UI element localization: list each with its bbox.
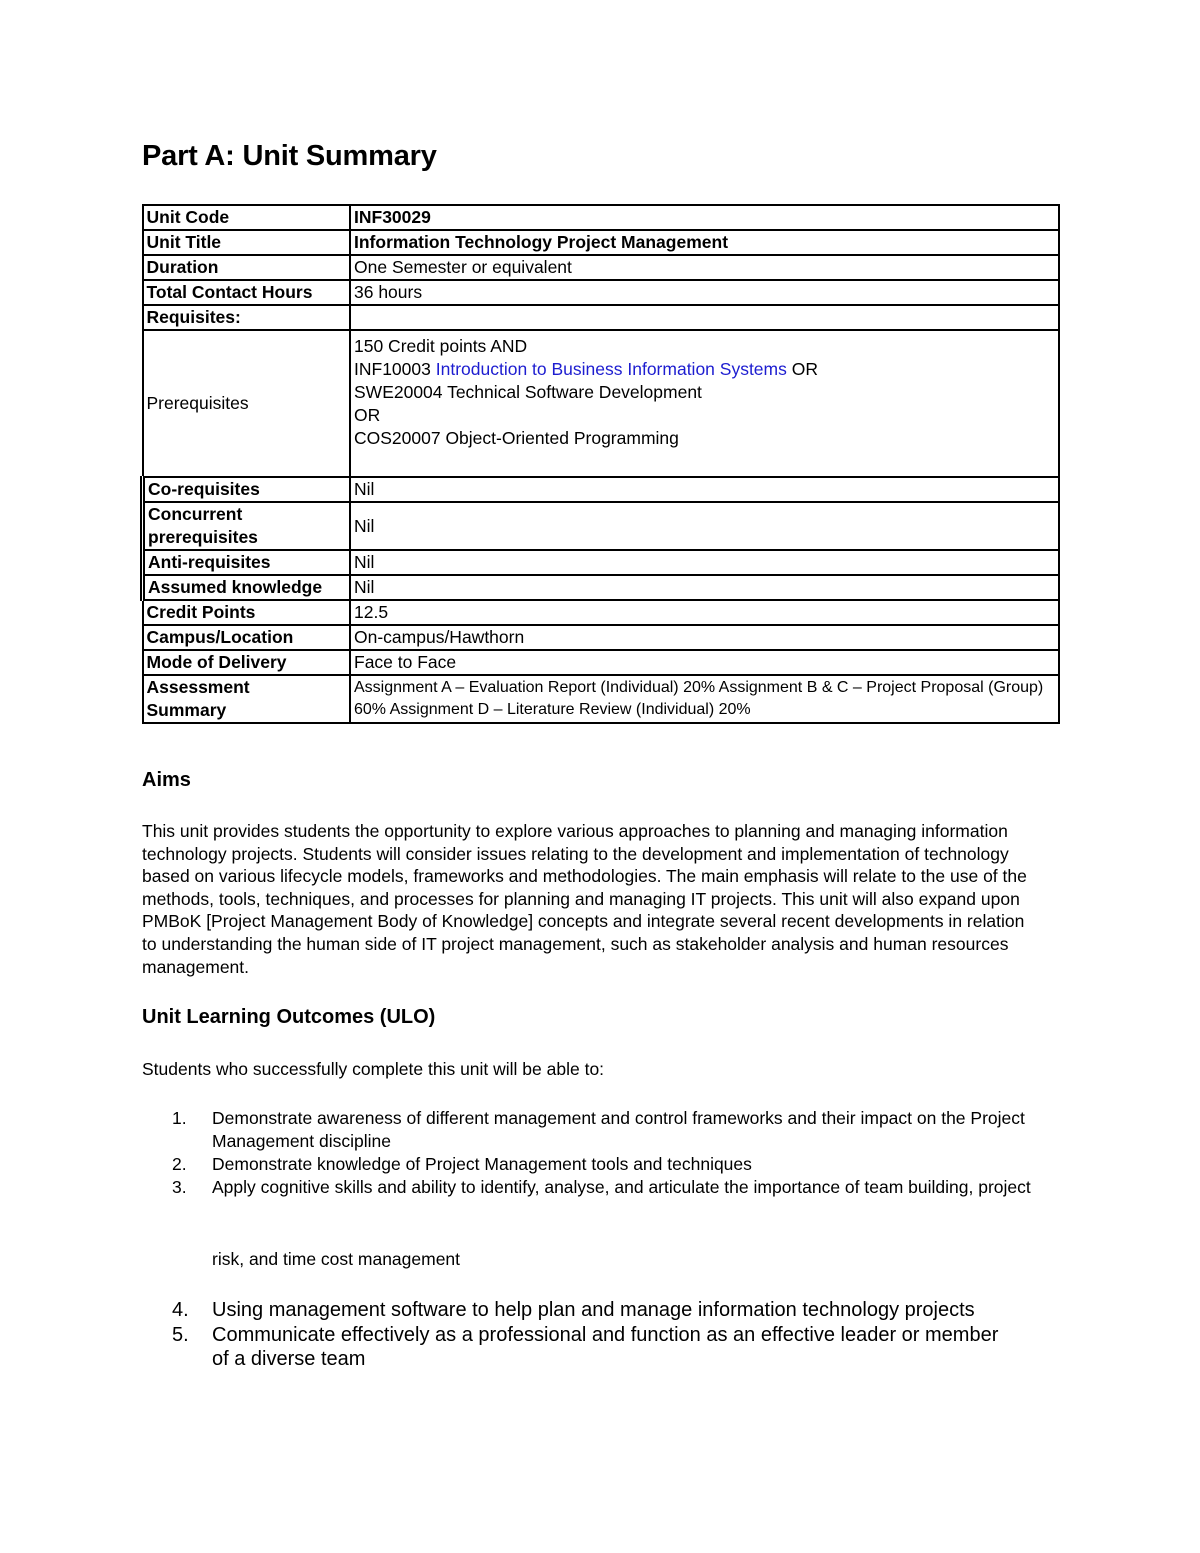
prereq-or: OR: [791, 359, 818, 379]
ulo-text: Using management software to help plan and manage information technology projects: [212, 1299, 975, 1321]
unit-code-value: INF30029: [350, 205, 1059, 230]
row-assessment: [143, 675, 1060, 723]
ulo-text: Demonstrate awareness of different management and control frameworks and their impact on the Project Management discipline: [212, 1108, 1025, 1151]
row-antirequisites: [143, 550, 1060, 575]
campus-value: On-campus/Hawthorn: [350, 625, 1059, 650]
duration-value: One Semester or equivalent: [350, 255, 1059, 280]
antirequisites-label: Anti-requisites: [143, 550, 351, 575]
row-requisites: [143, 305, 1060, 330]
unit-title-label: Unit Title: [143, 230, 351, 255]
concurrent-label-line1: Concurrent: [148, 504, 243, 524]
prereq-link[interactable]: Introduction to Business Information Systems: [435, 359, 787, 379]
unit-title-value: Information Technology Project Management: [350, 230, 1059, 255]
ulo-item-5: [172, 1323, 1072, 1370]
assessment-label-line1: Assessment: [146, 677, 250, 697]
requisites-value: [350, 305, 1059, 330]
row-delivery: [143, 650, 1060, 675]
assumed-knowledge-label: Assumed knowledge: [143, 575, 351, 600]
prereq-line-3: SWE20004 Technical Software Development: [354, 382, 702, 402]
aims-heading: Aims: [142, 769, 191, 791]
contact-hours-label: Total Contact Hours: [143, 280, 351, 305]
page-title: Part A: Unit Summary: [142, 140, 437, 172]
ulo-heading: Unit Learning Outcomes (ULO): [142, 1006, 436, 1028]
antirequisites-value: Nil: [350, 550, 1059, 575]
prereq-code: INF10003: [354, 359, 431, 379]
concurrent-value: Nil: [350, 502, 1059, 550]
ulo-item-1: [172, 1107, 1072, 1151]
prereq-line-1: 150 Credit points AND: [354, 336, 528, 356]
prerequisites-value: [350, 330, 1059, 477]
ulo-text: Communicate effectively as a professional and function as an effective leader or member of a diverse team: [212, 1324, 999, 1370]
ulo-number: 3.: [172, 1177, 187, 1197]
delivery-label: Mode of Delivery: [143, 650, 351, 675]
unit-summary-table: [140, 204, 1060, 724]
prereq-line-5: COS20007 Object-Oriented Programming: [354, 428, 679, 448]
row-unit-code: [143, 205, 1060, 230]
unit-code-label: Unit Code: [143, 205, 351, 230]
assumed-knowledge-value: Nil: [350, 575, 1059, 600]
credit-points-value: 12.5: [350, 600, 1059, 625]
corequisites-value: Nil: [350, 477, 1059, 502]
campus-label: Campus/Location: [143, 625, 351, 650]
prerequisites-label: Prerequisites: [143, 330, 351, 477]
ulo-text: Apply cognitive skills and ability to identify, analyse, and articulate the importance of team building, project: [212, 1177, 1031, 1197]
concurrent-label-line2: prerequisites: [148, 527, 258, 547]
row-contact-hours: [143, 280, 1060, 305]
row-unit-title: [143, 230, 1060, 255]
aims-text: This unit provides students the opportunity to explore various approaches to planning and managing information technology projects. Students will consider issues relating to the development and implementation of technology based on various lifecycle models, frameworks and methodologies. The main emphasis will relate to the use of the methods, tools, techniques, and processes for planning and managing IT projects. This unit will also expand upon PMBoK [Project Management Body of Knowledge] concepts and integrate several recent developments in relation to understanding the human side of IT project management, such as stakeholder analysis and human resources management.: [142, 821, 1027, 977]
ulo-item-2: [172, 1153, 1072, 1176]
row-duration: [143, 255, 1060, 280]
prereq-line-4: OR: [354, 405, 381, 425]
row-corequisites: [143, 477, 1060, 502]
ulo-number: 2.: [172, 1154, 187, 1174]
duration-label: Duration: [143, 255, 351, 280]
concurrent-label: [143, 502, 351, 550]
row-credit-points: [143, 600, 1060, 625]
ulo-text: Demonstrate knowledge of Project Management tools and techniques: [212, 1154, 752, 1174]
row-concurrent: [143, 502, 1060, 550]
delivery-value: Face to Face: [350, 650, 1059, 675]
assessment-value: Assignment A – Evaluation Report (Individual) 20% Assignment B & C – Project Proposal (Group) 60% Assignment D – Literature Review (Individual) 20%: [350, 675, 1059, 723]
row-assumed-knowledge: [143, 575, 1060, 600]
ulo-intro: Students who successfully complete this unit will be able to:: [142, 1059, 605, 1079]
ulo-number: 5.: [172, 1324, 189, 1346]
ulo-number: 1.: [172, 1108, 187, 1128]
credit-points-label: Credit Points: [143, 600, 351, 625]
assessment-label: [143, 675, 351, 723]
requisites-label: Requisites:: [143, 305, 351, 330]
assessment-label-line2: Summary: [146, 700, 227, 720]
row-prerequisites: [143, 330, 1060, 477]
ulo-item-3: [172, 1176, 1072, 1199]
ulo-item-3-continuation: risk, and time cost management: [212, 1249, 461, 1269]
prereq-line-2: [354, 358, 1056, 381]
row-campus: [143, 625, 1060, 650]
ulo-number: 4.: [172, 1299, 189, 1321]
ulo-item-4: [172, 1298, 1072, 1322]
contact-hours-value: 36 hours: [350, 280, 1059, 305]
corequisites-label: Co-requisites: [143, 477, 351, 502]
